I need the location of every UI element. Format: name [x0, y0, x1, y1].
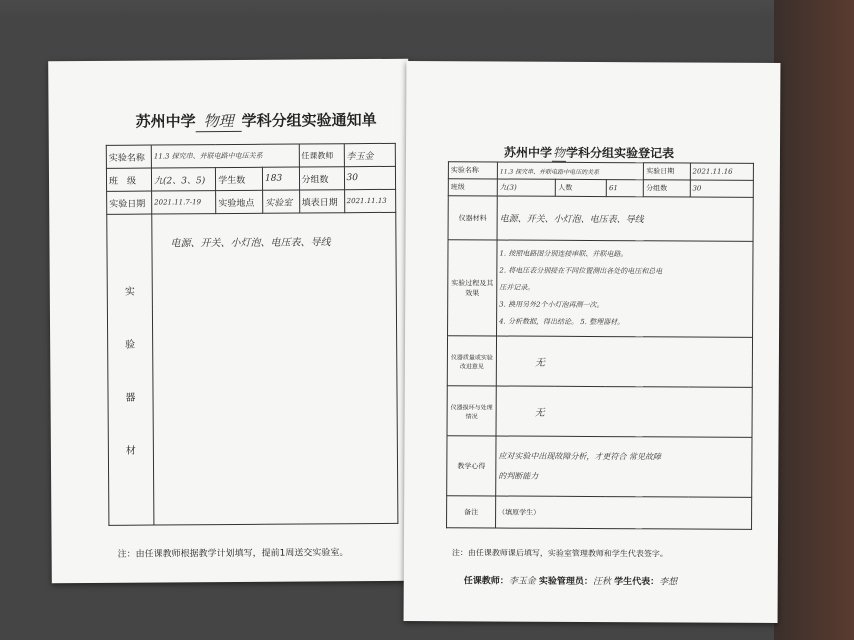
value-process — [497, 240, 753, 337]
student-signature: 李想 — [659, 577, 678, 588]
label-exp-name: 实验名称 — [448, 162, 497, 179]
subject-field: 物理 — [196, 110, 242, 132]
value-students: 183 — [262, 167, 299, 190]
value-materials: 电源、开关、小灯泡、电压表、导线 — [497, 196, 753, 241]
value-exp-groups: 30 — [690, 180, 753, 197]
label-students: 学生数 — [216, 167, 263, 190]
teacher-signature: 李玉金 — [508, 576, 536, 587]
label-date: 实验日期 — [107, 191, 152, 214]
label-name: 实验名称 — [106, 145, 151, 168]
label-reflection: 教学心得 — [447, 436, 496, 496]
value-date: 2021.11.7-19 — [152, 191, 216, 214]
notification-title: 苏州中学 物理 学科分组实验通知单 — [135, 110, 377, 131]
desk-edge — [774, 0, 854, 640]
value-damage: 无 — [496, 336, 752, 387]
process-line: 压并记录。 — [499, 283, 535, 292]
value-teacher: 李玉金 — [344, 143, 396, 166]
reflection-line: 的判断能力 — [498, 471, 539, 481]
value-exp-name: 11.3 探究串、并联电路中电压的关系 — [497, 162, 643, 180]
value-name: 11.3 探究串、并联电路中电压关系 — [151, 144, 299, 168]
process-line: 3. 换用另外2个小灯泡再测一次。 — [499, 300, 604, 310]
value-location: 实验室 — [263, 190, 300, 213]
label-equipment: 实 验 器 材 — [107, 214, 154, 525]
value-repair: 无 — [496, 386, 752, 437]
process-line: 4. 分析数据，得出结论。 5. 整理器材。 — [499, 317, 625, 327]
process-line: 2. 将电压表分别接在不同位置测出各处的电压和总电 — [499, 266, 663, 276]
reflection-line: 应对实验中出现故障分析，才更符合 常见故障 — [498, 451, 661, 461]
notification-table — [106, 143, 399, 526]
value-exp-date: 2021.11.16 — [690, 163, 753, 180]
registration-sheet — [404, 61, 781, 623]
label-class: 班 级 — [106, 168, 151, 191]
value-equipment: 电源、开关、小灯泡、电压表、导线 — [152, 212, 398, 525]
signature-row — [464, 573, 677, 587]
admin-sign-label: 实验管理员： — [538, 576, 593, 588]
label-exp-class: 班级 — [448, 179, 497, 196]
registration-note: 注：由任课教师课后填写，实验室管理教师和学生代表签字。 — [451, 548, 668, 559]
notification-note: 注：由任课教师根据教学计划填写，提前1周送交实验室。 — [117, 548, 349, 560]
label-exp-count: 人数 — [556, 179, 607, 196]
label-damage: 仪器质量或实验改进意见 — [447, 336, 496, 386]
label-process: 实验过程及其效果 — [448, 240, 498, 336]
teacher-sign-label: 任课教师： — [463, 576, 509, 587]
label-teacher: 任课教师 — [299, 144, 344, 167]
value-fill-date: 2021.11.13 — [344, 189, 396, 212]
registration-title: 苏州中学物学科分组实验登记表 — [503, 145, 675, 161]
notification-sheet — [48, 59, 412, 584]
label-location: 实验地点 — [216, 190, 263, 213]
label-materials: 仪器材料 — [448, 196, 497, 240]
label-fill-date: 填表日期 — [299, 190, 344, 213]
admin-signature: 汪秋 — [592, 577, 611, 588]
value-exp-count: 61 — [606, 180, 643, 197]
registration-table — [446, 161, 754, 530]
value-groups: 30 — [344, 166, 396, 189]
subject-field-right: 物 — [552, 144, 566, 162]
value-exp-class: 九(3) — [497, 179, 556, 196]
student-sign-label: 学生代表： — [614, 577, 660, 588]
label-repair: 仪器损坏与处理情况 — [447, 386, 496, 436]
process-line: 1. 按照电路图分别连接串联、并联电路。 — [499, 249, 628, 259]
value-class: 九(2、3、5) — [151, 168, 215, 191]
label-groups: 分组数 — [299, 167, 344, 190]
label-remark: 备注 — [447, 496, 496, 528]
label-exp-date: 实验日期 — [644, 163, 690, 180]
label-exp-groups: 分组数 — [644, 180, 690, 197]
value-remark: （填原学生） — [496, 496, 752, 529]
value-reflection — [496, 436, 752, 497]
